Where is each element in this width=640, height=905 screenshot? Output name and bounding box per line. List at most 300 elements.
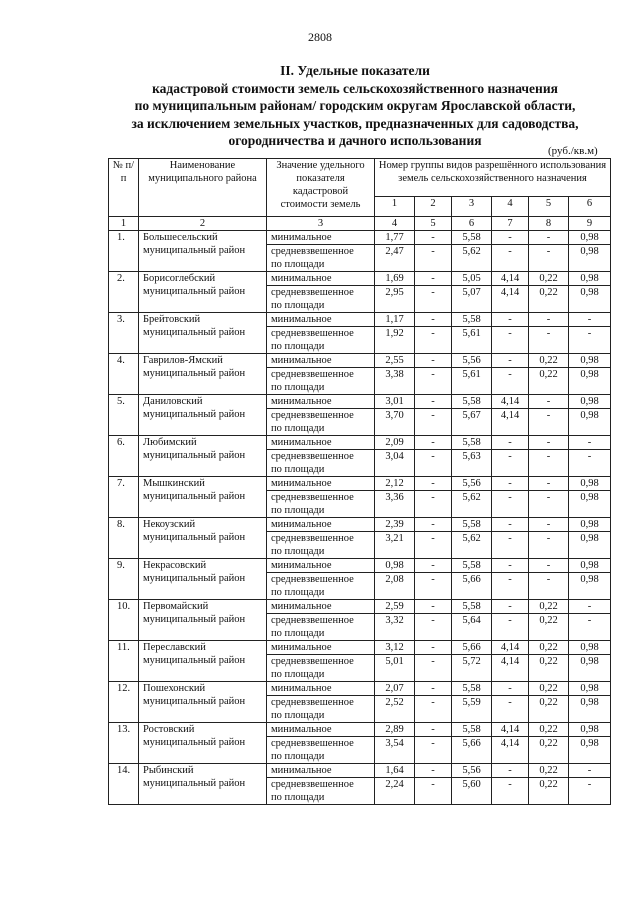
value-cell: 5,56 [452,477,492,491]
value-cell: - [492,327,529,354]
table-row [109,559,611,573]
value-cell: 0,98 [569,491,611,518]
value-cell: 0,98 [569,245,611,272]
row-number: 1. [109,231,139,272]
value-cell: 5,59 [452,696,492,723]
value-cell: 5,58 [452,313,492,327]
value-cell: 0,98 [569,286,611,313]
value-cell: - [492,764,529,778]
value-cell: 0,98 [569,696,611,723]
value-type-avg [267,737,375,764]
value-cell: 5,58 [452,682,492,696]
value-cell: 3,54 [375,737,415,764]
district-name-line: муниципальный район [143,491,246,502]
value-cell: - [492,477,529,491]
value-cell: 0,98 [569,518,611,532]
value-cell: 5,62 [452,491,492,518]
value-cell: - [569,327,611,354]
value-type-min: минимальное [267,723,375,737]
value-cell: - [492,778,529,805]
value-cell: - [415,436,452,450]
column-number: 8 [529,217,569,231]
value-cell: 2,89 [375,723,415,737]
district-name-line: муниципальный район [143,450,246,461]
value-type-min: минимальное [267,354,375,368]
value-cell: - [492,354,529,368]
header-number: № п/п [109,159,139,217]
district-name-line: муниципальный район [143,655,246,666]
column-number: 3 [267,217,375,231]
column-number: 7 [492,217,529,231]
value-cell: 2,12 [375,477,415,491]
value-type-min: минимальное [267,641,375,655]
value-cell: 5,58 [452,559,492,573]
row-number: 4. [109,354,139,395]
value-cell: - [415,231,452,245]
column-number: 5 [415,217,452,231]
value-cell: 0,22 [529,764,569,778]
value-cell: - [415,313,452,327]
value-type-avg-line: средневзвешенное [271,615,354,626]
value-cell: - [492,436,529,450]
value-cell: - [529,573,569,600]
value-type-avg [267,327,375,354]
value-cell: - [415,737,452,764]
value-type-avg-line: средневзвешенное [271,246,354,257]
cadastral-value-table [108,158,611,805]
value-type-avg-line: по площади [271,259,325,270]
value-cell: 0,22 [529,655,569,682]
value-cell: 0,22 [529,682,569,696]
value-type-avg-line: средневзвешенное [271,451,354,462]
value-cell: 2,59 [375,600,415,614]
value-cell: 0,22 [529,723,569,737]
district-name-line: Большесельский [143,232,218,243]
row-number: 13. [109,723,139,764]
value-cell: 2,24 [375,778,415,805]
value-cell: 0,98 [569,682,611,696]
value-cell: 3,12 [375,641,415,655]
value-cell: 4,14 [492,641,529,655]
value-cell: 0,98 [569,368,611,395]
value-cell: - [415,696,452,723]
value-type-avg-line: средневзвешенное [271,697,354,708]
value-type-min: минимальное [267,272,375,286]
value-cell: 0,98 [569,737,611,764]
value-cell: - [492,600,529,614]
header-group-number: 6 [569,197,611,217]
value-cell: 1,17 [375,313,415,327]
value-type-avg [267,368,375,395]
value-cell: 1,64 [375,764,415,778]
value-cell: - [492,368,529,395]
row-number: 7. [109,477,139,518]
value-cell: 2,39 [375,518,415,532]
district-name [139,641,267,682]
district-name-line: муниципальный район [143,778,246,789]
value-cell: - [415,573,452,600]
value-cell: - [492,491,529,518]
value-cell: 5,58 [452,395,492,409]
value-cell: 4,14 [492,286,529,313]
value-cell: 4,14 [492,723,529,737]
value-cell: 5,62 [452,532,492,559]
value-type-avg [267,409,375,436]
value-cell: 5,58 [452,600,492,614]
value-type-avg [267,245,375,272]
header-usage-groups: Номер группы видов разрешённого использования земель сельскохозяйственного назначения [375,159,611,197]
value-type-avg-line: средневзвешенное [271,533,354,544]
table-row [109,272,611,286]
value-cell: 5,58 [452,436,492,450]
value-cell: 3,04 [375,450,415,477]
value-type-avg [267,778,375,805]
district-name-line: Борисоглебский [143,273,216,284]
value-cell: - [415,491,452,518]
value-type-min: минимальное [267,313,375,327]
value-cell: - [569,778,611,805]
district-name [139,313,267,354]
row-number: 5. [109,395,139,436]
value-cell: - [492,313,529,327]
value-cell: - [415,327,452,354]
value-cell: - [492,518,529,532]
value-cell: 0,22 [529,368,569,395]
table-row [109,313,611,327]
district-name-line: Переславский [143,642,206,653]
district-name-line: муниципальный район [143,245,246,256]
title-line: кадастровой стоимости земель сельскохозяйственного назначения [152,80,558,96]
value-cell: - [529,409,569,436]
header-group-number: 5 [529,197,569,217]
table-row [109,477,611,491]
value-cell: - [569,450,611,477]
value-type-min: минимальное [267,764,375,778]
value-cell: 0,98 [569,231,611,245]
district-name-line: муниципальный район [143,409,246,420]
table-row [109,641,611,655]
value-cell: - [415,409,452,436]
district-name-line: Любимский [143,437,197,448]
value-cell: - [529,559,569,573]
value-cell: 5,72 [452,655,492,682]
district-name [139,231,267,272]
value-cell: - [415,614,452,641]
value-cell: 5,56 [452,354,492,368]
value-cell: - [492,682,529,696]
value-cell: - [492,532,529,559]
value-cell: 4,14 [492,272,529,286]
value-cell: - [529,532,569,559]
value-cell: - [415,641,452,655]
value-cell: - [529,491,569,518]
table-row [109,518,611,532]
value-cell: 2,52 [375,696,415,723]
value-type-avg-line: по площади [271,382,325,393]
value-type-avg [267,450,375,477]
district-name-line: Гаврилов-Ямский [143,355,223,366]
value-cell: 0,22 [529,778,569,805]
value-cell: - [492,614,529,641]
value-cell: 2,08 [375,573,415,600]
value-cell: 4,14 [492,655,529,682]
district-name-line: Некрасовский [143,560,207,571]
district-name [139,559,267,600]
district-name-line: муниципальный район [143,532,246,543]
value-cell: - [569,436,611,450]
row-number: 9. [109,559,139,600]
value-cell: 3,32 [375,614,415,641]
value-cell: 0,22 [529,641,569,655]
value-type-min: минимальное [267,395,375,409]
value-cell: - [529,231,569,245]
value-cell: 5,61 [452,368,492,395]
value-type-min: минимальное [267,682,375,696]
value-cell: 3,36 [375,491,415,518]
value-cell: 0,98 [569,477,611,491]
value-cell: - [415,764,452,778]
table-row [109,682,611,696]
value-cell: 5,66 [452,737,492,764]
district-name-line: муниципальный район [143,696,246,707]
value-cell: - [529,313,569,327]
value-cell: 0,98 [569,272,611,286]
value-cell: 5,63 [452,450,492,477]
value-cell: 5,66 [452,641,492,655]
value-cell: 0,22 [529,600,569,614]
value-cell: - [415,245,452,272]
district-name-line: Даниловский [143,396,203,407]
district-name [139,764,267,805]
value-cell: 5,64 [452,614,492,641]
value-cell: - [415,368,452,395]
value-cell: - [492,696,529,723]
value-type-min: минимальное [267,436,375,450]
district-name-line: Некоузский [143,519,196,530]
value-cell: - [492,231,529,245]
row-number: 11. [109,641,139,682]
value-cell: 0,98 [569,559,611,573]
district-name-line: муниципальный район [143,368,246,379]
value-cell: 5,07 [452,286,492,313]
header-district-name: Наименование муниципального района [139,159,267,217]
value-type-avg-line: средневзвешенное [271,369,354,380]
value-type-min: минимальное [267,518,375,532]
value-cell: 5,66 [452,573,492,600]
title-line: за исключением земельных участков, предназначенных для садоводства, [131,115,579,131]
value-cell: 4,14 [492,737,529,764]
value-type-avg [267,696,375,723]
value-cell: 3,21 [375,532,415,559]
row-number: 12. [109,682,139,723]
value-cell: 5,58 [452,231,492,245]
value-cell: - [492,450,529,477]
title-line: огородничества и дачного использования [228,133,482,148]
value-type-avg-line: средневзвешенное [271,738,354,749]
value-cell: - [415,778,452,805]
column-number: 4 [375,217,415,231]
value-cell: 1,77 [375,231,415,245]
district-name-line: муниципальный район [143,286,246,297]
value-type-avg-line: по площади [271,751,325,762]
value-cell: - [529,477,569,491]
value-cell: 0,98 [569,573,611,600]
value-type-avg [267,573,375,600]
district-name-line: Рыбинский [143,765,194,776]
row-number: 14. [109,764,139,805]
table-row [109,395,611,409]
value-cell: - [415,532,452,559]
value-type-avg-line: по площади [271,628,325,639]
value-type-avg-line: по площади [271,341,325,352]
value-cell: 0,98 [569,409,611,436]
district-name-line: Пошехонский [143,683,206,694]
district-name-line: Мышкинский [143,478,205,489]
header-value-type: Значение удельного показателя кадастровой стоимости земель [267,159,375,217]
value-cell: - [415,723,452,737]
value-cell: 0,22 [529,354,569,368]
value-cell: 5,58 [452,723,492,737]
value-type-avg-line: средневзвешенное [271,656,354,667]
value-cell: - [415,655,452,682]
district-name [139,477,267,518]
value-cell: 2,55 [375,354,415,368]
value-cell: 3,01 [375,395,415,409]
column-number: 6 [452,217,492,231]
value-cell: - [569,600,611,614]
district-name-line: муниципальный район [143,327,246,338]
district-name-line: Первомайский [143,601,209,612]
value-cell: 5,56 [452,764,492,778]
value-type-avg [267,614,375,641]
value-cell: 0,22 [529,696,569,723]
district-name-line: Брейтовский [143,314,201,325]
district-name [139,354,267,395]
value-cell: 2,95 [375,286,415,313]
header-group-number: 3 [452,197,492,217]
value-cell: 5,05 [452,272,492,286]
value-type-avg-line: по площади [271,587,325,598]
value-cell: 4,14 [492,395,529,409]
value-cell: 0,98 [569,723,611,737]
table-body [109,231,611,805]
value-cell: 0,98 [569,395,611,409]
district-name [139,395,267,436]
value-cell: - [529,450,569,477]
value-cell: 0,98 [569,655,611,682]
value-cell: - [529,436,569,450]
value-cell: - [569,313,611,327]
header-group-number: 1 [375,197,415,217]
district-name [139,436,267,477]
value-cell: - [529,518,569,532]
value-cell: 2,47 [375,245,415,272]
column-number: 9 [569,217,611,231]
value-type-avg-line: средневзвешенное [271,779,354,790]
value-type-avg-line: по площади [271,792,325,803]
value-cell: 2,07 [375,682,415,696]
row-number: 2. [109,272,139,313]
value-cell: - [415,395,452,409]
value-cell: - [415,600,452,614]
value-cell: - [415,450,452,477]
row-number: 6. [109,436,139,477]
value-type-min: минимальное [267,231,375,245]
value-cell: 5,58 [452,518,492,532]
value-type-avg [267,286,375,313]
value-cell: 3,38 [375,368,415,395]
value-cell: 0,22 [529,614,569,641]
value-cell: - [415,272,452,286]
value-cell: 0,22 [529,272,569,286]
value-type-avg-line: средневзвешенное [271,410,354,421]
column-number: 2 [139,217,267,231]
value-cell: - [415,354,452,368]
value-cell: - [569,764,611,778]
title-line: по муниципальным районам/ городским округам Ярославской области, [134,98,576,113]
header-group-number: 4 [492,197,529,217]
value-cell: - [415,559,452,573]
value-type-avg-line: по площади [271,505,325,516]
value-type-avg-line: по площади [271,423,325,434]
value-type-avg-line: средневзвешенное [271,287,354,298]
value-cell: 0,98 [569,641,611,655]
value-cell: - [529,327,569,354]
district-name [139,272,267,313]
value-type-avg-line: средневзвешенное [271,574,354,585]
district-name-line: муниципальный район [143,737,246,748]
value-type-min: минимальное [267,600,375,614]
value-type-avg-line: по площади [271,300,325,311]
row-number: 8. [109,518,139,559]
header-group-number: 2 [415,197,452,217]
value-cell: 0,98 [375,559,415,573]
document-title [95,62,615,150]
district-name [139,723,267,764]
table-row [109,354,611,368]
table-row [109,600,611,614]
value-cell: - [415,477,452,491]
value-cell: - [415,518,452,532]
value-type-avg [267,532,375,559]
value-cell: - [415,682,452,696]
value-cell: 5,01 [375,655,415,682]
value-cell: 2,09 [375,436,415,450]
value-cell: 0,22 [529,286,569,313]
value-cell: - [415,286,452,313]
value-cell: - [492,245,529,272]
table-row [109,436,611,450]
value-type-avg [267,655,375,682]
page-number: 2808 [308,30,332,44]
value-cell: 4,14 [492,409,529,436]
value-cell: 0,22 [529,737,569,764]
value-cell: 1,92 [375,327,415,354]
value-cell: 1,69 [375,272,415,286]
row-number: 3. [109,313,139,354]
value-type-avg-line: по площади [271,710,325,721]
value-type-avg-line: средневзвешенное [271,492,354,503]
value-cell: - [492,559,529,573]
table-row [109,723,611,737]
district-name [139,682,267,723]
district-name-line: Ростовский [143,724,195,735]
value-cell: 5,62 [452,245,492,272]
value-type-min: минимальное [267,559,375,573]
value-cell: 0,98 [569,532,611,559]
district-name [139,518,267,559]
district-name [139,600,267,641]
